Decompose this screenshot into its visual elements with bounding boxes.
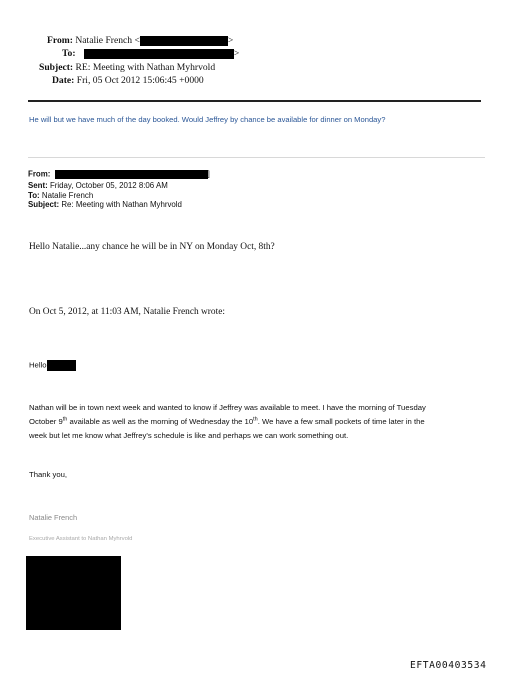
header-date-value: Fri, 05 Oct 2012 15:06:45 +0000: [76, 75, 204, 86]
fwd-subject-row: [28, 201, 182, 210]
reply-text: He will but we have much of the day booked. Would Jeffrey by chance be available for dinner on Monday?: [29, 115, 386, 124]
original-line-2-part-c: . We have a few small pockets of time later in the: [257, 416, 425, 426]
header-date-label: Date:: [52, 75, 75, 86]
fwd-sent-value: Friday, October 05, 2012 8:06 AM: [49, 181, 168, 190]
message-body: Hello Natalie...any chance he will be in NY on Monday Oct, 8th?: [29, 242, 275, 252]
original-greeting: Hello: [29, 360, 47, 370]
fwd-from-label: From:: [28, 169, 51, 179]
header-date-row: [52, 75, 204, 87]
redaction-box: [55, 170, 208, 179]
original-line-2-part-a: October 9: [29, 416, 63, 426]
header-from-label: From:: [47, 35, 73, 46]
signature-title: Executive Assistant to Nathan Myhrvold: [29, 536, 133, 542]
header-subject-label: Subject:: [39, 62, 74, 73]
ordinal-superscript: th: [253, 416, 258, 423]
header-to-tail: >: [233, 48, 240, 59]
quote-intro: On Oct 5, 2012, at 11:03 AM, Natalie French wrote:: [29, 307, 225, 317]
original-line-3: week but let me know what Jeffrey's schedule is like and perhaps we can work something out.: [29, 430, 349, 440]
header-subject-value: RE: Meeting with Nathan Myhrvold: [75, 62, 216, 73]
signature-name: Natalie French: [29, 513, 78, 522]
fwd-subject-value: Re: Meeting with Nathan Myhrvold: [61, 200, 182, 209]
reply-divider: [28, 157, 485, 158]
header-from-value: Natalie French <: [75, 35, 140, 46]
fwd-subject-label: Subject:: [28, 200, 60, 209]
redaction-box: [140, 36, 228, 46]
header-to-row: [62, 48, 239, 60]
original-line-2: [29, 415, 426, 429]
signature-redaction-box: [26, 556, 121, 630]
fwd-from-row: [28, 170, 210, 179]
fwd-to-value: Natalie French: [41, 191, 94, 200]
closing: Thank you,: [29, 470, 68, 479]
original-paragraph: [29, 401, 426, 442]
original-line-1: Nathan will be in town next week and wanted to know if Jeffrey was available to meet. I have the morning of Tuesday: [29, 403, 426, 412]
ordinal-superscript: th: [62, 416, 68, 423]
redaction-box: [47, 360, 76, 371]
original-line-2-part-b: available as well as the morning of Wednesday the 10: [67, 416, 254, 426]
header-to-label: To:: [62, 48, 76, 59]
header-from-row: [47, 35, 233, 47]
fwd-from-tail: ]: [207, 169, 210, 179]
fwd-sent-label: Sent:: [28, 181, 48, 190]
header-subject-row: [39, 62, 215, 74]
fwd-to-label: To:: [28, 191, 40, 200]
bates-number: EFTA00403534: [410, 660, 487, 671]
original-greeting-row: [29, 360, 76, 371]
fwd-sent-row: [28, 182, 168, 191]
header-from-tail: >: [227, 35, 234, 46]
header-divider: [28, 100, 481, 102]
redaction-box: [84, 49, 234, 59]
